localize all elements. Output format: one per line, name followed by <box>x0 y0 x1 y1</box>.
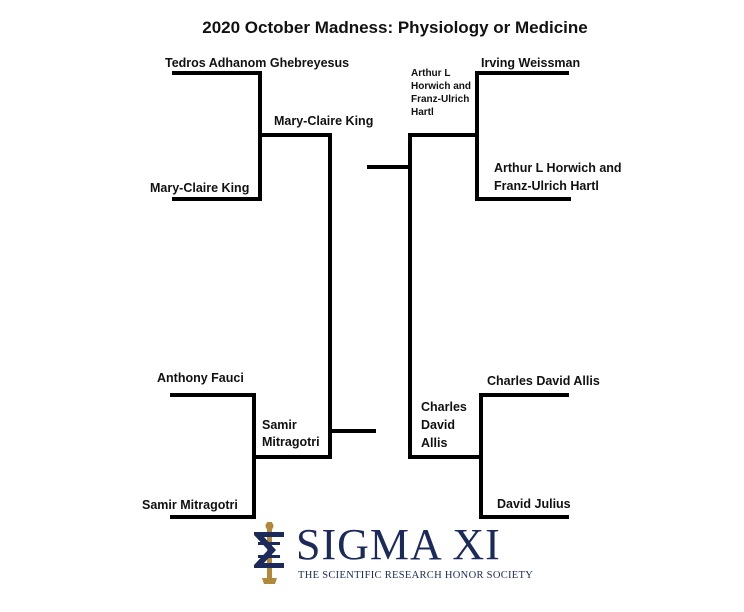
sigma-xi-logo <box>248 520 534 590</box>
right-top-entrant-2-line2: Franz-Ulrich Hartl <box>494 179 599 193</box>
left-top-entrant-2-line <box>172 197 262 201</box>
left-top-winner: Mary-Claire King <box>274 114 374 128</box>
right-bottom-entrant-1-line <box>483 393 569 397</box>
sigma-xi-tagline: THE SCIENTIFIC RESEARCH HONOR SOCIETY <box>298 570 534 581</box>
right-bottom-entrant-2-line <box>483 515 569 519</box>
right-top-entrant-2-line1: Arthur L Horwich and <box>494 161 622 175</box>
left-top-entrant-2: Mary-Claire King <box>150 181 250 195</box>
left-finalist-line <box>332 429 376 433</box>
bracket-title: 2020 October Madness: Physiology or Medicine <box>202 18 588 37</box>
right-bottom-entrant-2: David Julius <box>497 497 571 511</box>
left-bottom-entrant-1-line <box>170 393 256 397</box>
left-top-entrant-1-line <box>172 71 262 75</box>
left-semifinal-connector <box>328 133 332 459</box>
right-top-winner-line <box>408 133 479 137</box>
right-top-entrant-1: Irving Weissman <box>481 56 581 70</box>
right-bottom-winner-line <box>408 455 483 459</box>
left-bottom-winner-line <box>252 455 332 459</box>
right-bottom-entrant-1: Charles David Allis <box>487 374 600 388</box>
left-bottom-entrant-2-line <box>170 515 256 519</box>
sigma-xi-emblem-icon <box>248 520 290 586</box>
right-top-winner: Arthur L Horwich and Franz-Ulrich Hartl <box>411 68 472 118</box>
right-bottom-winner: Charles David Allis <box>421 400 467 450</box>
left-bottom-winner-line2: Mitragotri <box>262 435 320 449</box>
left-bottom-winner-line1: Samir <box>262 418 297 432</box>
left-top-entrant-1: Tedros Adhanom Ghebreyesus <box>165 56 350 70</box>
right-top-entrant-1-line <box>479 71 569 75</box>
right-finalist-line <box>367 165 408 169</box>
left-bottom-entrant-1: Anthony Fauci <box>157 371 244 385</box>
left-top-winner-line <box>258 133 332 137</box>
right-semifinal-connector <box>408 133 412 459</box>
sigma-xi-wordmark: SIGMA XI <box>296 520 501 569</box>
left-bottom-entrant-2: Samir Mitragotri <box>142 498 238 512</box>
right-top-entrant-2-line <box>479 197 571 201</box>
